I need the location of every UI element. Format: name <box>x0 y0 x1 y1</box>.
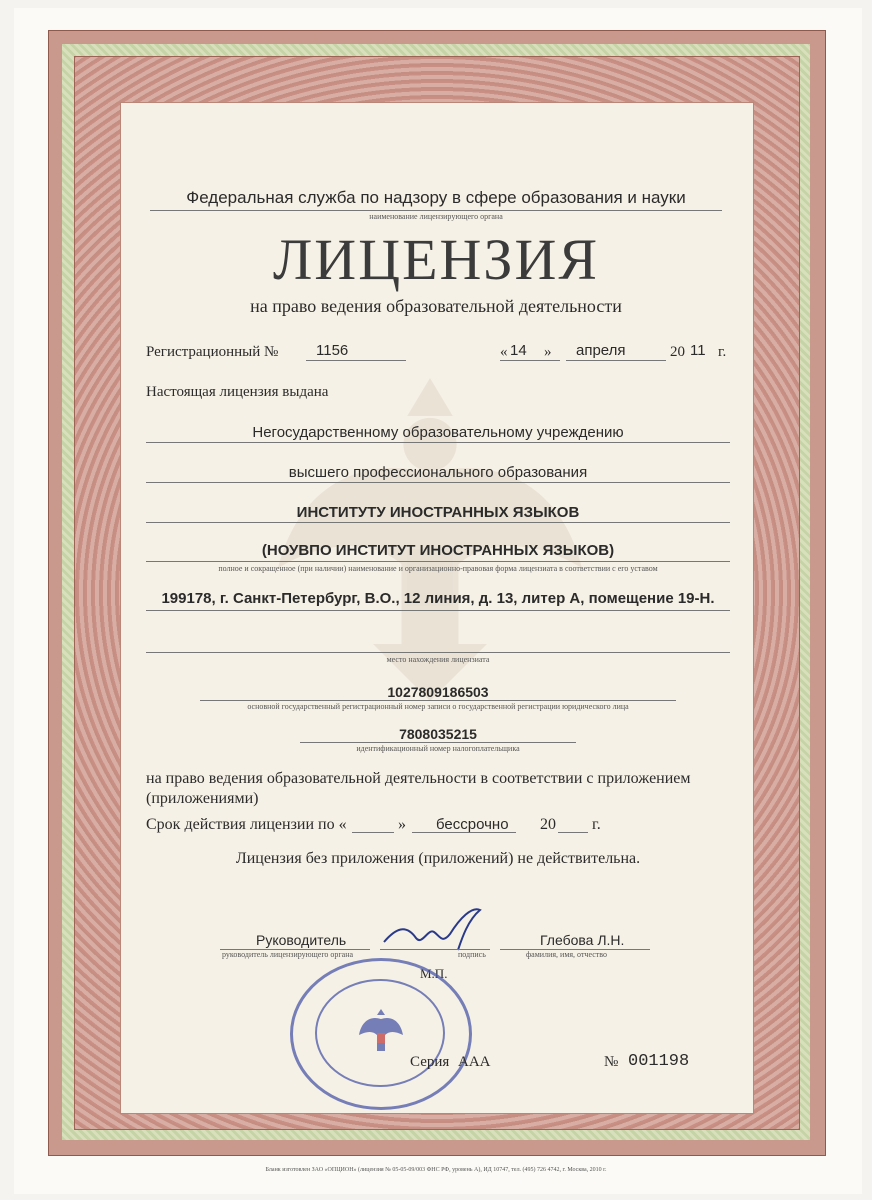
number-label: № <box>604 1054 619 1070</box>
signer-caption: фамилия, имя, отчество <box>526 950 607 959</box>
seal-stamp-icon <box>290 958 472 1110</box>
divider <box>306 360 406 361</box>
divider <box>146 522 730 523</box>
date-day: 14 <box>510 342 527 359</box>
signer-name: Глебова Л.Н. <box>540 932 625 948</box>
divider <box>146 561 730 562</box>
registration-number: 1156 <box>316 342 349 359</box>
scope-line-1: на право ведения образовательной деятельности в соответствии с приложением <box>146 770 691 787</box>
validity-unit: г. <box>592 816 601 833</box>
registration-label: Регистрационный № <box>146 344 279 360</box>
ogrn-value: 1027809186503 <box>387 684 489 700</box>
seal-eagle-icon <box>357 1003 405 1063</box>
inn-value: 7808035215 <box>399 726 477 742</box>
date-quote-open: « <box>500 344 508 360</box>
form-number: 001198 <box>628 1052 690 1071</box>
divider <box>566 360 666 361</box>
date-year-unit: г. <box>718 344 727 360</box>
stamp-place: М.П. <box>420 966 448 981</box>
document-subtitle: на право ведения образовательной деятельности <box>250 296 622 316</box>
divider <box>146 652 730 653</box>
date-year-suffix: 11 <box>690 342 706 359</box>
divider <box>150 210 722 211</box>
licensee-caption: полное и сокращенное (при наличии) наименование и организационно-правовая форма лицензиата в соответствии с его уставом <box>218 564 658 573</box>
date-month: апреля <box>576 342 626 359</box>
head-title: Руководитель <box>256 932 347 948</box>
divider <box>352 832 394 833</box>
date-quote-close: » <box>544 344 552 360</box>
licensee-line-4: (НОУВПО ИНСТИТУТ ИНОСТРАННЫХ ЯЗЫКОВ) <box>261 542 615 559</box>
licensee-line-1: Негосударственному образовательному учреждению <box>252 424 624 441</box>
divider <box>500 360 560 361</box>
printer-info: Бланк изготовлен ЗАО «ОПЦИОН» (лицензия № 05-05-09/003 ФНС РФ, уровень А), ИД 10747, тел. (495) 726 4742, г. Москва, 2010 г. <box>265 1167 607 1173</box>
address-caption: место нахождения лицензиата <box>386 655 490 664</box>
divider <box>558 832 588 833</box>
issuing-authority: Федеральная служба по надзору в сфере образования и науки <box>186 188 686 207</box>
issued-label: Настоящая лицензия выдана <box>146 384 329 400</box>
validity-year: 20 <box>540 816 556 833</box>
divider <box>146 442 730 443</box>
ogrn-caption: основной государственный регистрационный номер записи о государственной регистрации юридического лица <box>247 702 629 711</box>
divider <box>412 832 516 833</box>
series-value: ААА <box>458 1054 491 1070</box>
head-caption: руководитель лицензирующего органа <box>222 950 354 959</box>
authority-caption: наименование лицензирующего органа <box>369 212 503 221</box>
validity-note: Лицензия без приложения (приложений) не действительна. <box>235 850 641 867</box>
licensee-line-2: высшего профессионального образования <box>288 464 588 481</box>
divider <box>200 700 676 701</box>
scope-line-2: (приложениями) <box>146 790 259 807</box>
inn-caption: идентификационный номер налогоплательщика <box>356 744 520 753</box>
validity-label: Срок действия лицензии по « <box>146 816 347 833</box>
licensee-line-3: ИНСТИТУТУ ИНОСТРАННЫХ ЯЗЫКОВ <box>296 504 580 521</box>
signature-caption: подпись <box>458 950 486 959</box>
series-label: Серия <box>410 1054 450 1070</box>
validity-value: бессрочно <box>436 816 509 833</box>
divider <box>300 742 576 743</box>
date-year-prefix: 20 <box>670 344 685 360</box>
validity-quote-close: » <box>398 816 406 833</box>
licensee-address: 199178, г. Санкт-Петербург, В.О., 12 линия, д. 13, литер А, помещение 19-Н. <box>161 590 715 607</box>
document-title: ЛИЦЕНЗИЯ <box>272 227 600 292</box>
divider <box>146 610 730 611</box>
divider <box>146 482 730 483</box>
